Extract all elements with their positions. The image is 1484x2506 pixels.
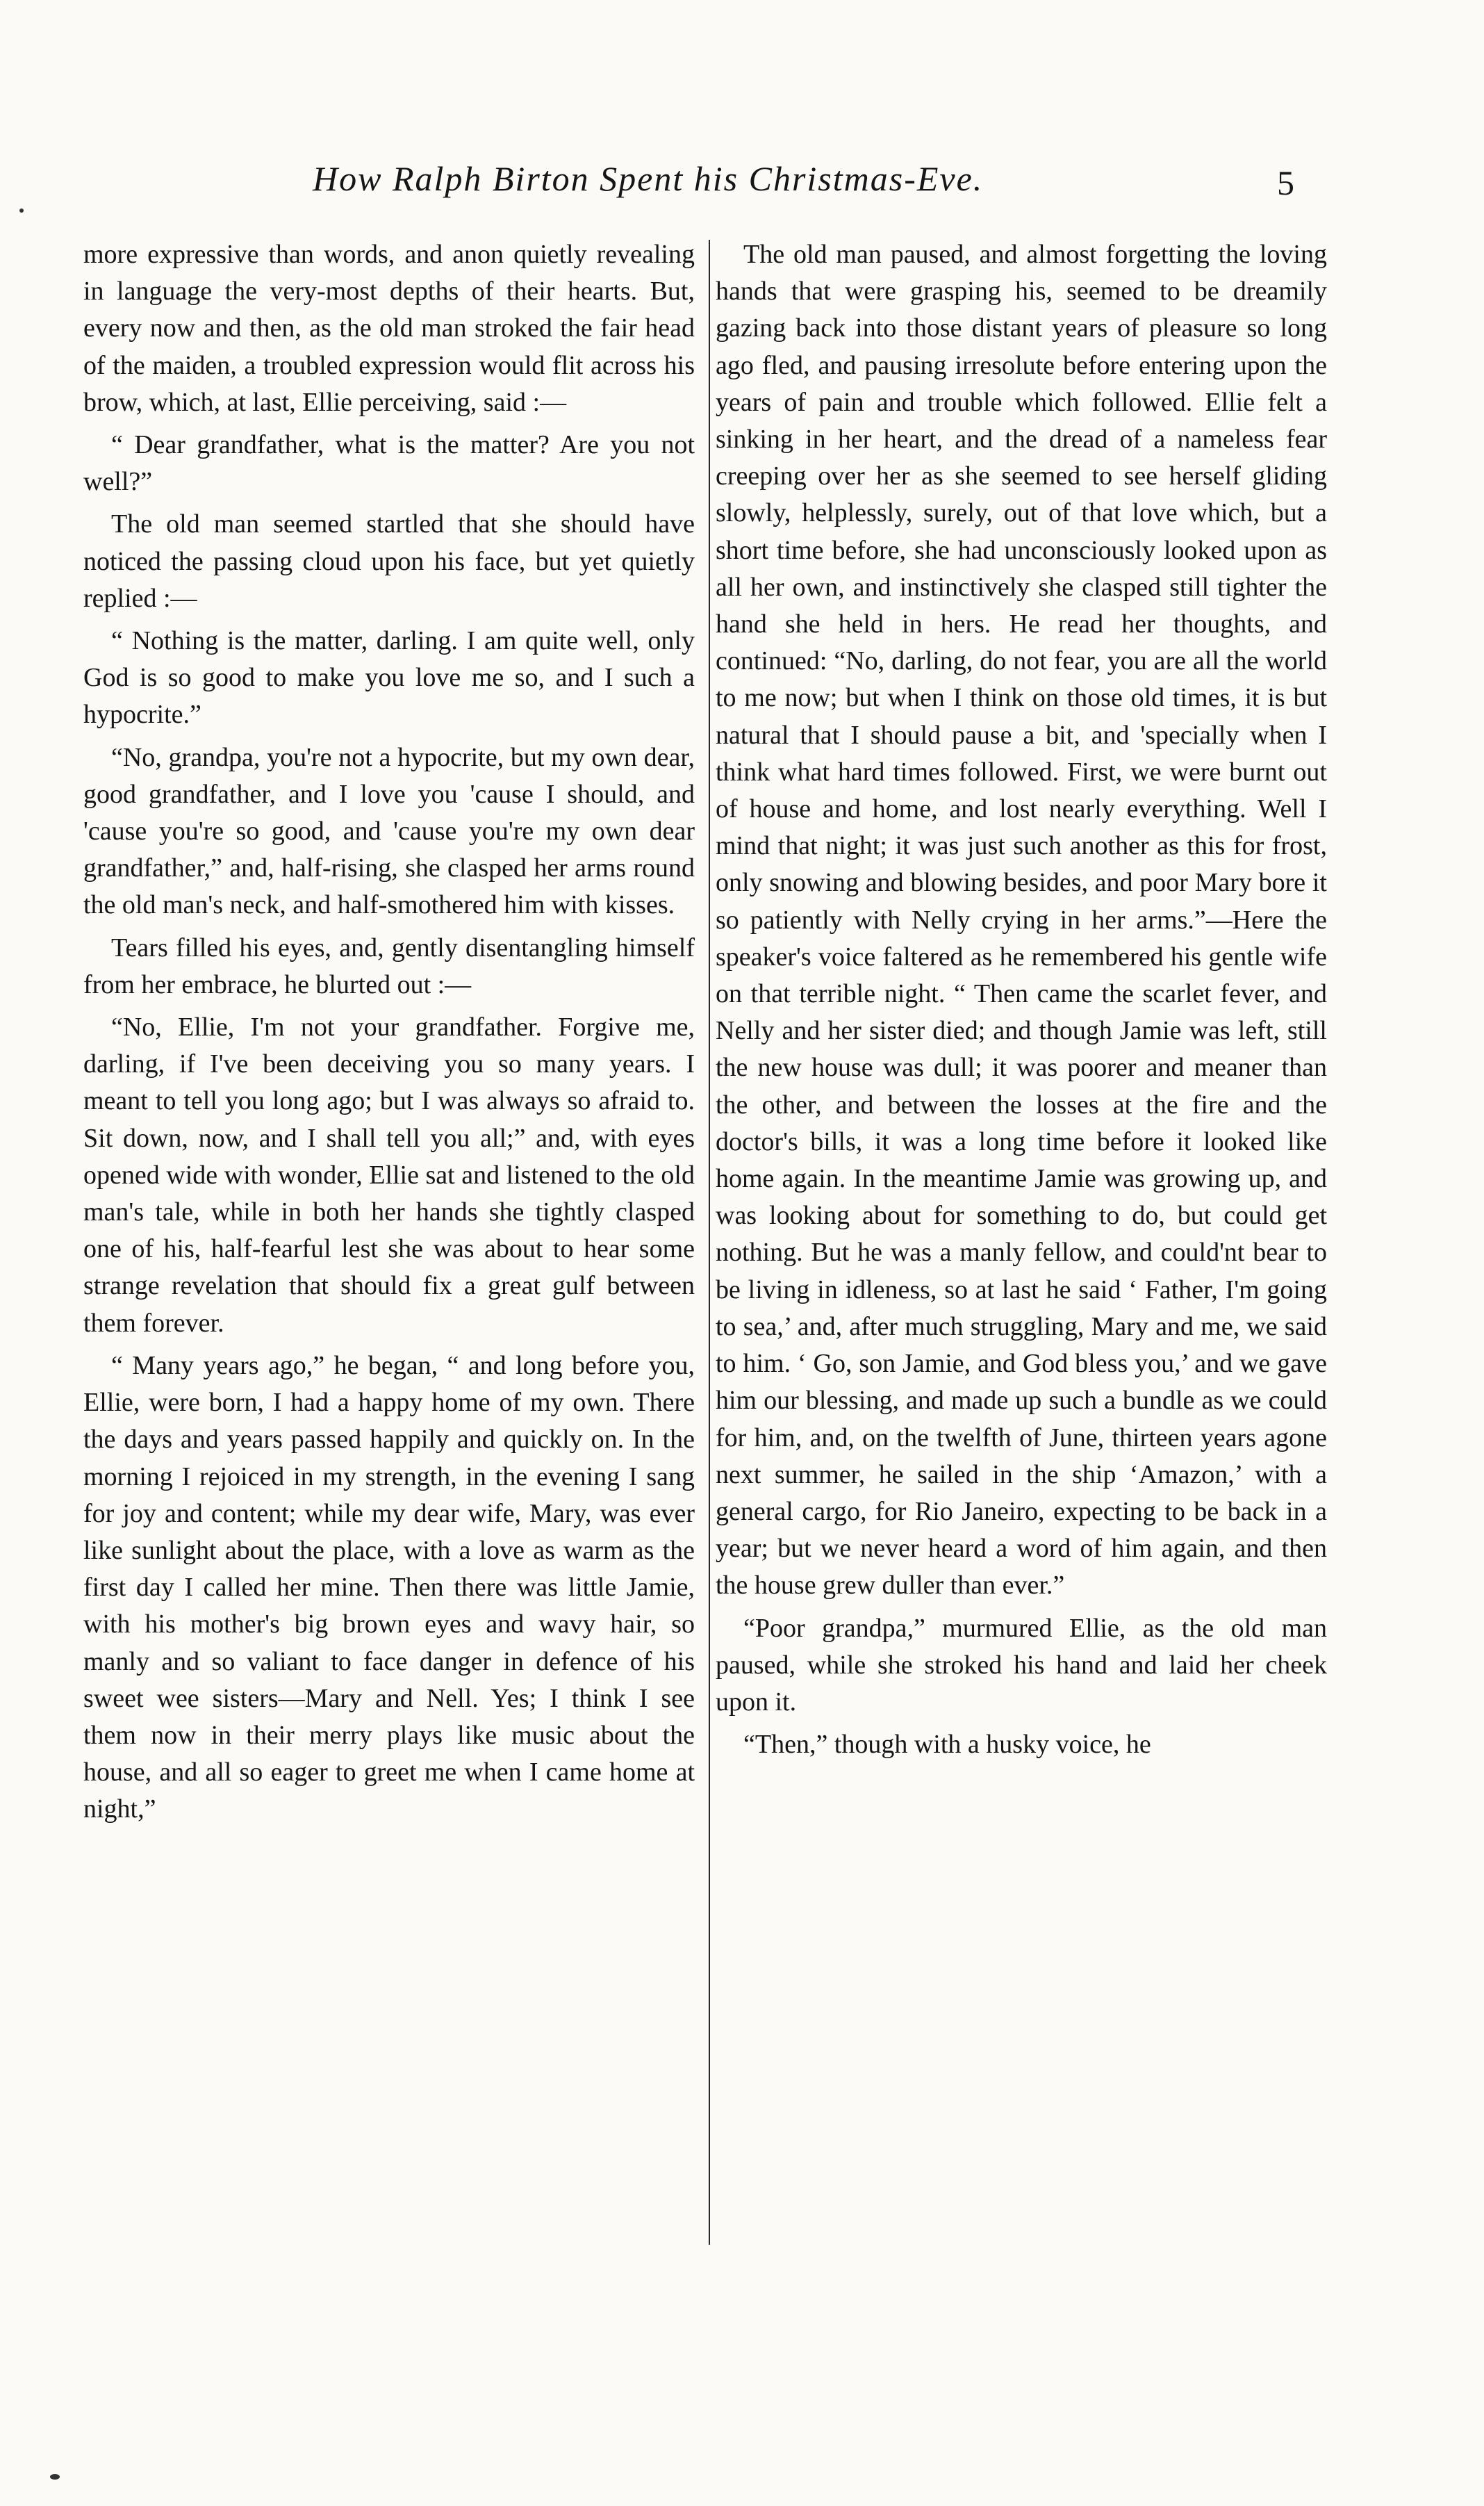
left-column (83, 236, 695, 1834)
paragraph: Tears filled his eyes, and, gently disentangling himself from her embrace, he blurted out :— (83, 933, 695, 999)
paragraph: “Poor grandpa,” murmured Ellie, as the old man paused, while she stroked his hand and laid her cheek upon it. (716, 1613, 1327, 1717)
paragraph: The old man seemed startled that she should have noticed the passing cloud upon his face, but yet quietly replied :— (83, 509, 695, 613)
scan-speck (19, 208, 24, 213)
paragraph: “Then,” though with a husky voice, he (743, 1730, 1151, 1760)
paragraph: “No, Ellie, I'm not your grandfather. Forgive me, darling, if I've been deceiving you so many years. I meant to tell you long ago; but I was always so afraid to. Sit down, now, and I shall tell you all;” and, with eyes opened wide with wonder, Ellie sat and listened to the old man's tale, while in both her hands she tightly clasped one of his, half-fearful lest she was about to hear some strange revelation that should fix a great gulf between them forever. (83, 1013, 695, 1338)
page-number: 5 (1277, 163, 1294, 202)
paragraph: The old man paused, and almost forgetting the loving hands that were grasping his, seemed to be dreamily gazing back into those distant years of pleasure so long ago fled, and pausing irresolute before entering upon the years of pain and trouble which followed. Ellie felt a sinking in her heart, and the dread of a nameless fear creeping over her as she seemed to see herself gliding slowly, helplessly, surely, out of that love which, but a short time before, she had unconsciously looked upon as all her own, and instinctively she clasped still tighter the hand she held in hers. He read her thoughts, and continued: “No, darling, do not fear, you are all the world to me now; but when I think on those old times, it is but natural that I should pause a bit, and 'specially when I think what hard times followed. First, we were burnt out of house and home, and lost nearly everything. Well I mind that night; it was just such another as this for frost, only snowing and blowing besides, and poor Mary bore it so patiently with Nelly crying in her arms.”—Here the speaker's voice faltered as he remembered his gentle wife on that terrible night. “ Then came the scarlet fever, and Nelly and her sister died; and though Jamie was left, still the new house was dull; it was poorer and meaner than the other, and between the losses at the fire and the doctor's bills, it was a long time before it looked like home again. In the meantime Jamie was growing up, and was looking about for something to do, but could get nothing. But he was a manly fellow, and could'nt bear to be living in idleness, so at last he said ‘ Father, I'm going to sea,’ and, after much struggling, Mary and me, we said to him. ‘ Go, son Jamie, and God bless you,’ and we gave him our blessing, and made up such a bundle as we could for him, and, on the twelfth of June, thirteen years agone next summer, he sailed in the ship ‘Amazon,’ with a general cargo, for Rio Janeiro, expecting to be back in a year; but we never heard a word of him again, and then the house grew duller than ever.” (716, 240, 1327, 1600)
running-head: How Ralph Birton Spent his Christmas-Eve. (313, 159, 984, 198)
column-divider (709, 240, 710, 2245)
right-column (716, 236, 1327, 1769)
paragraph: “ Dear grandfather, what is the matter? Are you not well?” (83, 430, 695, 497)
scan-speck (50, 2474, 60, 2480)
paragraph: “No, grandpa, you're not a hypocrite, but my own dear, good grandfather, and I love you 'cause I should, and 'cause you're so good, and 'cause you're my own dear grandfather,” and, half-rising, she clasped her arms round the old man's neck, and half-smothered him with kisses. (83, 742, 695, 920)
paragraph: more expressive than words, and anon quietly revealing in language the very-most depths of their hearts. But, every now and then, as the old man stroked the fair head of the maiden, a troubled expression would flit across his brow, which, at last, Ellie perceiving, said :— (83, 240, 695, 417)
page-header (83, 151, 1376, 221)
paragraph: “ Many years ago,” he began, “ and long before you, Ellie, were born, I had a happy home of my own. There the days and years passed happily and quickly on. In the morning I rejoiced in my strength, in the evening I sang for joy and content; while my dear wife, Mary, was ever like sunlight about the place, with a love as warm as the first day I called her mine. Then there was little Jamie, with his mother's big brown eyes and wavy hair, so manly and so valiant to face danger in defence of his sweet wee sisters—Mary and Nell. Yes; I think I see them now in their merry plays like music about the house, and all so eager to greet me when I came home at night,” (83, 1350, 695, 1824)
paragraph: “ Nothing is the matter, darling. I am quite well, only God is so good to make you love me so, and I such a hypocrite.” (83, 626, 695, 730)
